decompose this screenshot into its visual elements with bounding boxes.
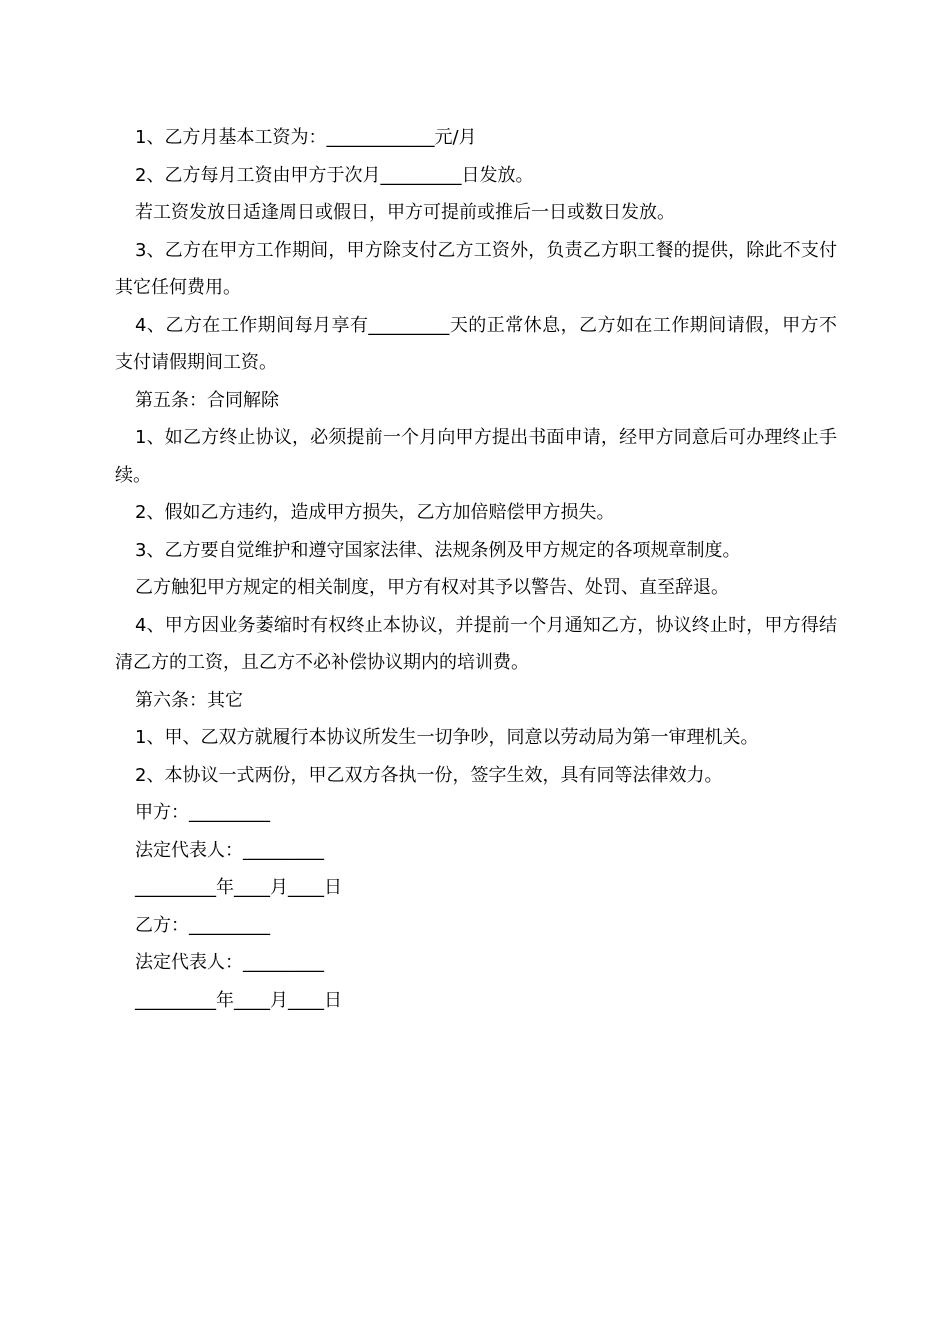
party-a-signature-line: 甲方：_________ (135, 802, 270, 823)
holiday-payday-note: 若工资发放日适逢周日或假日，甲方可提前或推后一日或数日发放。 (135, 202, 675, 223)
salary-clause: 1、乙方月基本工资为：____________元/月 (135, 127, 477, 148)
party-b-representative-line: 法定代表人：_________ (135, 952, 324, 973)
party-b-signature-line: 乙方：_________ (135, 914, 270, 936)
meal-clause: 3、乙方在甲方工作期间，甲方除支付乙方工资外，负责乙方职工餐的提供，除此不支付其它任何费用。 (115, 239, 837, 298)
party-a-date-line: _________年____月____日 (135, 877, 342, 898)
copies-clause: 2、本协议一式两份，甲乙双方各执一份，签字生效，具有同等法律效力。 (135, 764, 723, 786)
document-body (115, 119, 837, 1019)
payday-clause: 2、乙方每月工资由甲方于次月_________日发放。 (135, 164, 534, 186)
section-5-heading: 第五条：合同解除 (135, 389, 279, 411)
breach-clause: 2、假如乙方违约，造成甲方损失，乙方加倍赔偿甲方损失。 (135, 502, 615, 523)
compliance-clause: 3、乙方要自觉维护和遵守国家法律、法规条例及甲方规定的各项规章制度。 (135, 539, 741, 561)
dispute-clause: 1、甲、乙双方就履行本协议所发生一切争吵，同意以劳动局为第一审理机关。 (135, 727, 759, 748)
party-a-representative-line: 法定代表人：_________ (135, 839, 324, 861)
termination-notice-clause: 1、如乙方终止协议，必须提前一个月向甲方提出书面申请，经甲方同意后可办理终止手续。 (115, 427, 837, 486)
party-b-date-line: _________年____月____日 (135, 989, 342, 1011)
rest-days-clause: 4、乙方在工作期间每月享有_________天的正常休息，乙方如在工作期间请假，甲方不支付请假期间工资。 (115, 314, 837, 373)
section-6-heading: 第六条：其它 (135, 689, 243, 711)
employer-termination-clause: 4、甲方因业务萎缩时有权终止本协议，并提前一个月通知乙方，协议终止时，甲方得结清乙方的工资，且乙方不必补偿协议期内的培训费。 (115, 614, 837, 673)
discipline-clause: 乙方触犯甲方规定的相关制度，甲方有权对其予以警告、处罚、直至辞退。 (135, 577, 729, 598)
